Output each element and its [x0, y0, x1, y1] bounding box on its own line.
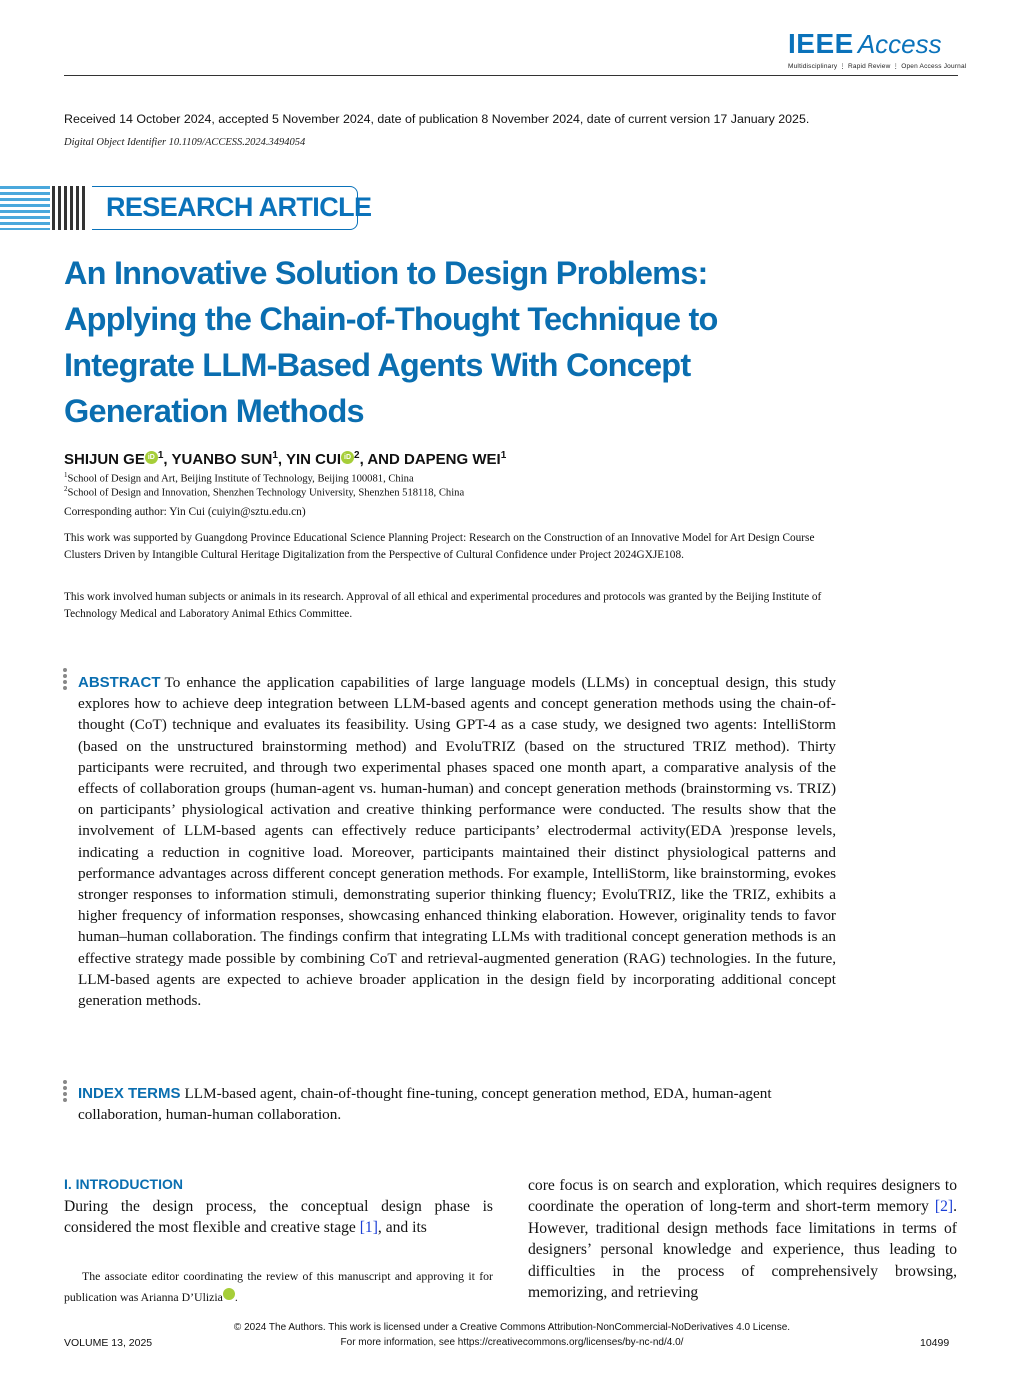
logo-ieee: IEEE: [788, 28, 854, 59]
license-line-2[interactable]: For more information, see https://creativecommons.org/licenses/by-nc-nd/4.0/: [340, 1337, 684, 1348]
intro-left-column: [64, 1196, 493, 1239]
author-affil-sup: 2: [354, 450, 360, 461]
abstract-marker: [63, 668, 69, 692]
author-separator: ,: [163, 451, 172, 468]
corresponding-author: Corresponding author: Yin Cui (cuiyin@sztu.edu.cn): [64, 506, 306, 518]
intro-text: , and its: [377, 1219, 427, 1237]
journal-logo: [788, 28, 967, 74]
license-line-1: © 2024 The Authors. This work is licensed under a Creative Commons Attribution-NonCommercial-NoDerivatives 4.0 License.: [233, 1322, 791, 1333]
intro-text: . However, traditional design methods face limitations in terms of designers’ personal knowledge and experience, thus leading to difficulties in the process of comprehensively browsing, memorizing, and retrieving: [528, 1198, 957, 1302]
editor-note-text: The associate editor coordinating the review of this manuscript and approving it for publication was Arianna D’Ulizia: [64, 1269, 493, 1304]
header-rule: [64, 75, 958, 76]
abstract-label: ABSTRACT: [78, 674, 161, 691]
paper-title: An Innovative Solution to Design Problems: Applying the Chain-of-Thought Technique to Integrate LLM-Based Agents With Concept Generation Methods: [64, 255, 718, 429]
intro-text: core focus is on search and exploration, which requires designers to coordinate the operation of long-term and short-term memory: [528, 1177, 957, 1216]
affiliation-2: [64, 485, 464, 499]
author-name: YUANBO SUN: [171, 451, 273, 468]
doi-line: Digital Object Identifier 10.1109/ACCESS.2024.3494054: [64, 137, 306, 148]
editor-note-end: .: [234, 1290, 238, 1304]
author-name: AND DAPENG WEI: [367, 451, 501, 468]
logo-tagline: Multidisciplinary ⋮ Rapid Review ⋮ Open Access Journal: [788, 63, 967, 70]
index-terms-label: INDEX TERMS: [78, 1085, 181, 1102]
ethics-statement: This work involved human subjects or animals in its research. Approval of all ethical and experimental procedures and protocols was granted by the Beijing Institute of Technology Medical and Laboratory Animal Ethics Committee.: [64, 591, 822, 620]
author-list: [64, 450, 506, 468]
author-affil-sup: 1: [500, 450, 507, 461]
intro-right-column: [528, 1175, 957, 1303]
citation-link[interactable]: [2]: [934, 1198, 954, 1216]
page-number: 10499: [920, 1337, 950, 1349]
author-separator: ,: [359, 451, 368, 468]
logo-access: Access: [857, 29, 942, 59]
author-affil-sup: 1: [157, 450, 164, 461]
affiliation-1: [64, 471, 414, 485]
orcid-icon[interactable]: iD: [223, 1288, 235, 1300]
received-dates: Received 14 October 2024, accepted 5 November 2024, date of publication 8 November 2024, date of current version 17 January 2025.: [64, 112, 810, 126]
orcid-icon[interactable]: iD: [145, 451, 158, 464]
author-name: SHIJUN GE: [64, 451, 145, 468]
index-terms-marker: [63, 1080, 69, 1104]
affiliation-sup: 2: [64, 485, 68, 493]
orcid-icon[interactable]: iD: [341, 451, 354, 464]
author-name: YIN CUI: [285, 451, 341, 468]
abstract: [78, 672, 836, 1011]
editor-footnote: [64, 1266, 493, 1308]
section-heading-introduction: I. INTRODUCTION: [64, 1176, 183, 1192]
affiliation-sup: 1: [64, 471, 68, 479]
funding-statement: This work was supported by Guangdong Province Educational Science Planning Project: Research on the Construction of an Innovative Model for Art Design Course Clusters Driven by Intangible Cultural Heritage Digitalization from the Perspective of Cultural Confidence under Project 2024GXJE108.: [64, 532, 815, 561]
affiliation-text: School of Design and Innovation, Shenzhen Technology University, Shenzhen 518118, China: [67, 487, 465, 499]
author-separator: ,: [277, 451, 286, 468]
index-terms-text: LLM-based agent, chain-of-thought fine-tuning, concept generation method, EDA, human-agent collaboration, human-human collaboration.: [78, 1085, 772, 1124]
affiliation-text: School of Design and Art, Beijing Institute of Technology, Beijing 100081, China: [67, 473, 414, 485]
banner-stripes-graphic: [0, 186, 50, 230]
index-terms: [78, 1083, 836, 1125]
intro-text: During the design process, the conceptual design phase is considered the most flexible and creative stage: [64, 1198, 493, 1237]
volume-info: VOLUME 13, 2025: [64, 1337, 153, 1349]
abstract-text: To enhance the application capabilities of large language models (LLMs) in conceptual design, this study explores how to achieve deep integration between LLM-based agents and concept generation methods using the chain-of-thought (CoT) technique and evaluates its feasibility. Using GPT-4 as a case study, we designed two agents: IntelliStorm (based on the unstructured brainstorming method) and EvoluTRIZ (based on the structured TRIZ method). Thirty participants were recruited, and through two experimental phases spaced one month apart, a comparative analysis of the effects of collaboration groups (human-agent vs. human-human) and concept generation methods (brainstorming vs. TRIZ) on participants’ physiological activation and creative thinking performance were conducted. The results show that the involvement of LLM-based agents can effectively reduce participants’ electrodermal activity(EDA )response levels, indicating a reduction in cognitive load. Moreover, participants maintained their distinct physiological patterns and performance advantages across different concept generation methods. For example, IntelliStorm, like brainstorming, evokes stronger responses to information stimuli, demonstrating superior thinking fluency; EvoluTRIZ, like the TRIZ, exhibits a higher frequency of information responses, showcasing enhanced thinking elaboration. However, originality tends to favor human–human collaboration. The findings confirm that integrating LLMs with traditional concept generation methods is an effective strategy made possible by combining CoT and retrieval-augmented generation (RAG) technologies. In the future, LLM-based agents are expected to achieve broader application in the design field by incorporating additional concept generation methods.: [78, 674, 836, 1010]
banner-bars-graphic: [52, 186, 90, 230]
citation-link[interactable]: [1]: [359, 1219, 378, 1237]
article-type-label: RESEARCH ARTICLE: [106, 192, 372, 222]
author-affil-sup: 1: [272, 450, 278, 461]
